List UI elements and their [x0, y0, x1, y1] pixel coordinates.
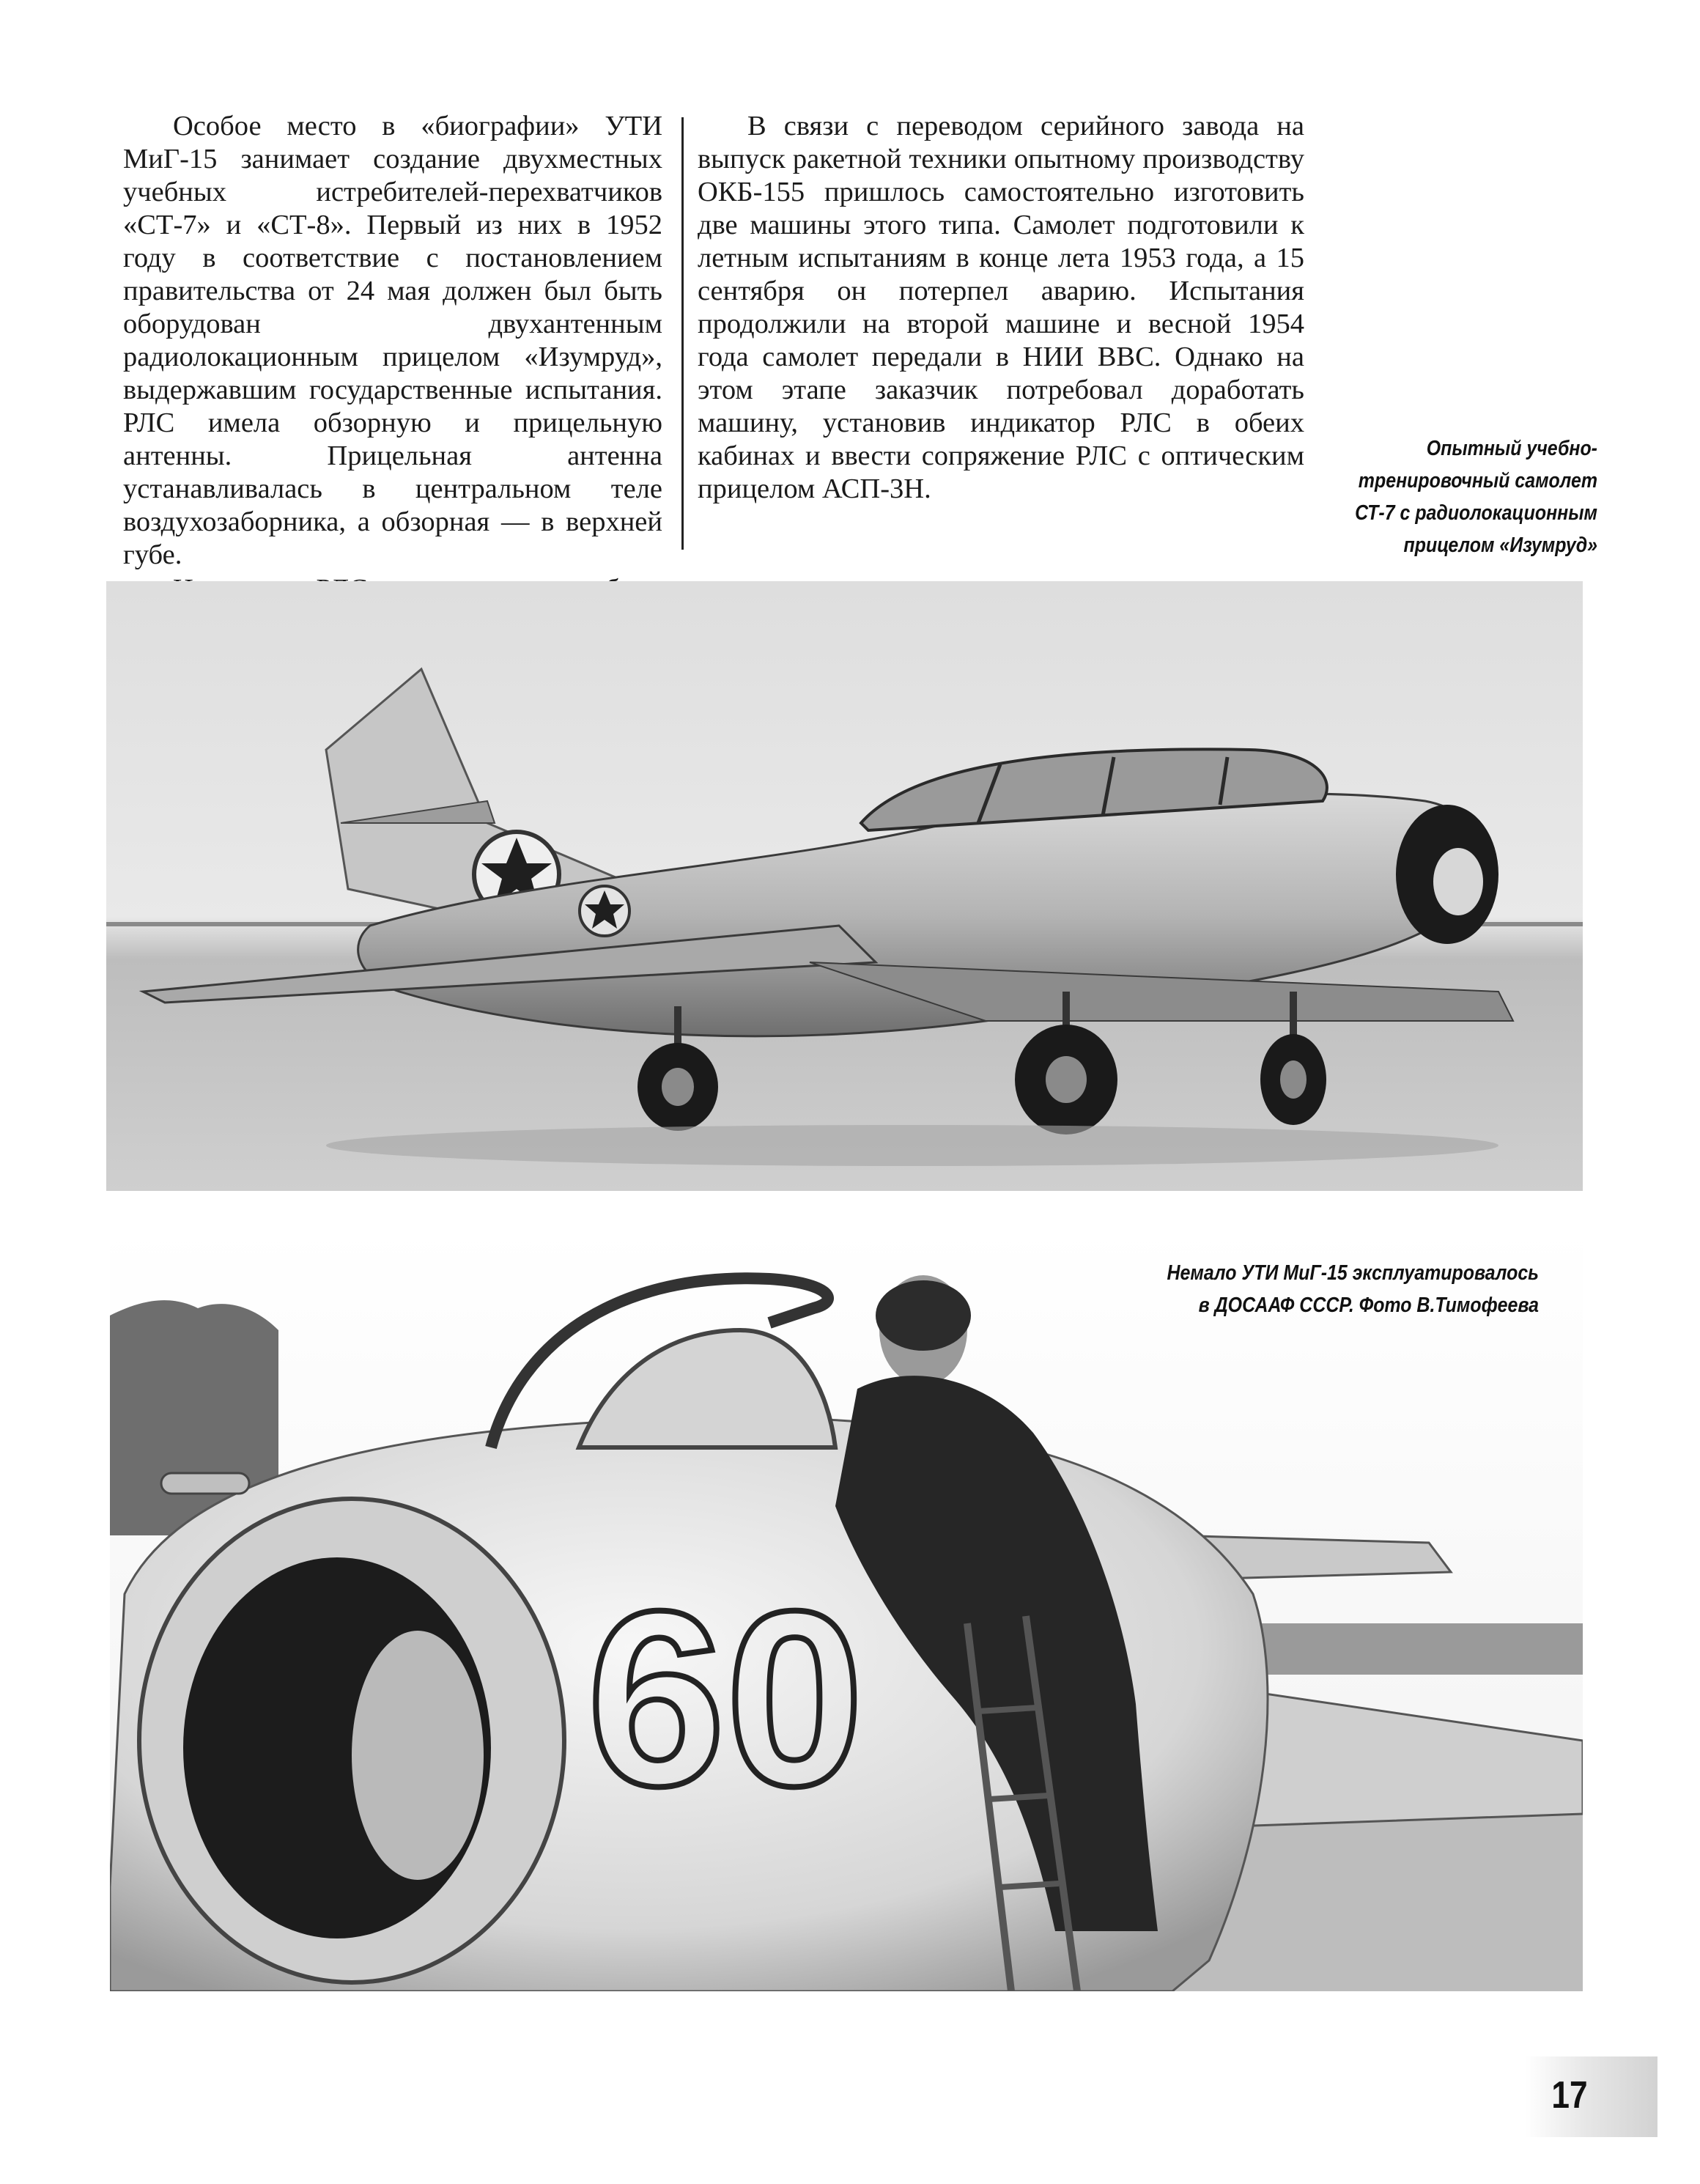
photo-caption-dosaaf — [1035, 1257, 1539, 1321]
tail-number-label: 60 — [586, 1560, 865, 1838]
paragraph: В связи с переводом серийного завода на выпуск ракетной техники опытному производству ОКБ-155 пришлось самостоятельно изготовить две машины этого типа. Самолет подготовили к летным испытаниям в конце лета 1953 года, а 15 сентября он потерпел аварию. Испытания продолжили на второй машине и весной 1954 года самолет передали в НИИ ВВС. Однако на этом этапе заказчик потребовал доработать машину, установив индикатор РЛС в обеих кабинах и ввести сопряжение РЛС с оптическим прицелом АСП-3Н. — [698, 111, 1304, 504]
photo-dosaaf-aircraft — [110, 1228, 1583, 1991]
caption-line: тренировочный самолет — [1358, 469, 1597, 492]
caption-line: Немало УТИ МиГ-15 эксплуатировалось — [1167, 1261, 1539, 1285]
caption-line: СТ-7 с радиолокационным — [1355, 501, 1597, 525]
caption-line: Опытный учебно- — [1426, 437, 1597, 460]
column-divider — [681, 117, 684, 550]
page-number: 17 — [1551, 2074, 1588, 2117]
photo-st7-aircraft — [106, 581, 1583, 1191]
page-number-badge — [1526, 2056, 1658, 2137]
caption-line: прицелом «Изумруд» — [1403, 534, 1597, 557]
article-column-left — [123, 110, 662, 639]
article-column-right — [698, 110, 1304, 506]
jet-aircraft-photo-icon — [106, 581, 1583, 1191]
photo-caption-st7 — [1333, 432, 1597, 561]
aircraft-nose-pilot-photo-icon — [110, 1228, 1583, 1991]
paragraph: Особое место в «биографии» УТИ МиГ-15 занимает создание двухместных учебных истребителей-перехватчиков «СТ-7» и «СТ-8». Первый из них в 1952 году в соответствие с постановлением правительства от 24 мая должен был быть оборудован двухантенным радиолокационным прицелом «Изумруд», выдержавшим государственные испытания. РЛС имела обзорную и прицельную антенны. Прицельная антенна устанавливалась в центральном теле воздухозаборника, а обзорная — в верхней губе. — [123, 111, 662, 570]
caption-line: в ДОСААФ СССР. Фото В.Тимофеева — [1198, 1294, 1539, 1317]
